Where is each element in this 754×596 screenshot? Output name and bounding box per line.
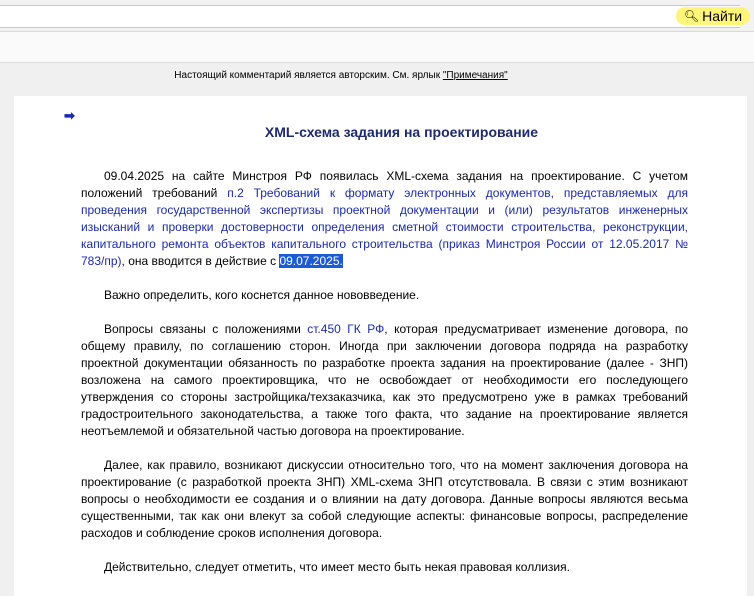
document-page xyxy=(14,96,747,596)
paragraph-2: Важно определить, кого коснется данное нововведение. xyxy=(104,287,420,302)
author-notice: Настоящий комментарий является авторским. См. ярлык "Примечания" xyxy=(174,70,508,81)
search-button[interactable] xyxy=(676,7,750,25)
arrow-right-icon[interactable]: ➡︎ xyxy=(64,108,75,123)
paragraph-4: Далее, как правило, возникают дискуссии относительно того, что на момент заключения договора на проектирование (с разработкой проекта ЗНП) XML-схема ЗНП отсутствовала. В связи с этим возникают вопросы о необходимости ее создания и о влиянии на дату договора. Данные вопросы являются весьма существенными, так как они влекут за собой следующие аспекты: финансовые вопросы, распределение расходов и соблюдение сроков исполнения договора. xyxy=(81,458,688,540)
notes-link[interactable]: "Примечания" xyxy=(442,70,508,81)
requirements-link[interactable]: п.2 Требований к формату электронных документов, представляемых для проведения государственной экспертизы проектной документации и (или) результатов инженерных изысканий и проверки достоверности определения сметной стоимости строительства, реконструкции, капитального ремонта объектов капитального строительства (приказ Минстроя России от 12.05.2017 № 783/пр) xyxy=(81,185,688,268)
paragraph-3: Вопросы связаны с положениями ст.450 ГК РФ, которая предусматривает изменение договора, по общему правилу, по соглашению сторон. Иногда при заключении договора подряда на разработку проектной документации обязанность по разработке проекта задания на проектирование (далее - ЗНП) возложена на самого проектировщика, что не освобождает от необходимости его последующего утверждения со стороны застройщика/техзаказчика, как это предусмотрено уже в рамках требований градостроительного законодательства, а также того факта, что задание на проектирование является неотъемлемой и обязательной частью договора на проектирование. xyxy=(81,322,689,438)
top-toolbar xyxy=(0,0,754,30)
document-title: XML-схема задания на проектирование xyxy=(264,124,539,140)
search-button-label: Найти xyxy=(702,8,743,24)
toolbar-band xyxy=(0,31,754,63)
document-body xyxy=(81,168,688,594)
search-input[interactable] xyxy=(0,5,743,28)
paragraph-5: Действительно, следует отметить, что имеет место быть некая правовая коллизия. xyxy=(104,560,570,575)
highlighted-date: 09.07.2025. xyxy=(279,253,343,268)
civil-code-link[interactable]: ст.450 ГК РФ xyxy=(307,322,385,337)
search-icon: 🔍︎ xyxy=(683,9,700,23)
paragraph-1: 09.04.2025 на сайте Минстроя РФ появилась XML-схема задания на проектирование. С учетом положений требований п.2 Требований к формату электронных документов, представляемых для проведения государственной экспертизы проектной документации и (или) результатов инженерных изысканий и проверки достоверности определения сметной стоимости строительства, реконструкции, капитального ремонта объектов капитального строительства (приказ Минстроя России от 12.05.2017 № 783/пр), она вводится в действие с 09.07.2025. xyxy=(81,169,688,268)
